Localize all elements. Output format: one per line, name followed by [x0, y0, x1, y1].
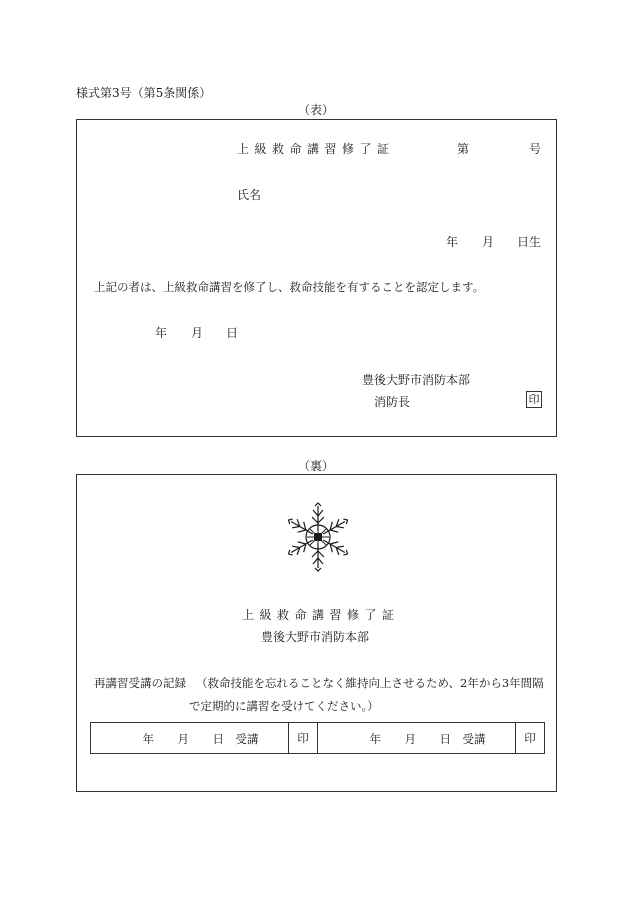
issuer-organization: 豊後大野市消防本部	[362, 373, 471, 387]
front-side-label: （表）	[298, 103, 335, 117]
back-certificate-panel	[76, 474, 557, 792]
retraining-record-table	[90, 722, 545, 754]
birth-month-label: 月	[482, 235, 495, 249]
record-day: 日	[439, 732, 451, 746]
birth-day-label: 日生	[517, 235, 542, 249]
record-attended: 受講	[235, 732, 259, 746]
issue-year-label: 年	[155, 326, 168, 340]
back-side-label: （裏）	[298, 459, 335, 473]
record-entry-cell	[318, 723, 516, 754]
front-certificate-panel	[76, 119, 557, 437]
birth-year-label: 年	[446, 235, 459, 249]
front-certificate-title: 上級救命講習修了証	[237, 142, 395, 156]
record-attended: 受講	[462, 732, 486, 746]
record-month: 月	[177, 732, 189, 746]
issue-month-label: 月	[191, 326, 204, 340]
retraining-record-heading: 再講習受講の記録	[94, 676, 186, 690]
table-row	[91, 723, 545, 754]
record-seal-cell: 印	[289, 723, 318, 754]
retraining-note-line-1: （救命技能を忘れることなく維持向上させるため、2年から3年間隔	[196, 676, 544, 690]
record-seal-cell: 印	[516, 723, 545, 754]
back-certificate-title: 上級救命講習修了証	[242, 608, 400, 622]
fire-department-emblem-icon	[282, 501, 354, 573]
back-issuer-organization: 豊後大野市消防本部	[261, 630, 370, 644]
seal-mark: 印	[526, 391, 542, 408]
name-label: 氏名	[237, 188, 262, 202]
retraining-note-line-2: で定期的に講習を受けてください。）	[189, 699, 379, 713]
record-year: 年	[142, 732, 154, 746]
issuer-title: 消防長	[374, 395, 411, 409]
form-number: 様式第3号（第5条関係）	[76, 86, 212, 100]
record-entry-cell	[91, 723, 289, 754]
certificate-number-suffix: 号	[529, 142, 542, 156]
record-year: 年	[369, 732, 381, 746]
issue-day-label: 日	[226, 326, 239, 340]
record-month: 月	[404, 732, 416, 746]
record-day: 日	[212, 732, 224, 746]
certificate-number-prefix: 第	[457, 142, 470, 156]
certification-statement: 上記の者は、上級救命講習を修了し、救命技能を有することを認定します。	[94, 280, 485, 294]
